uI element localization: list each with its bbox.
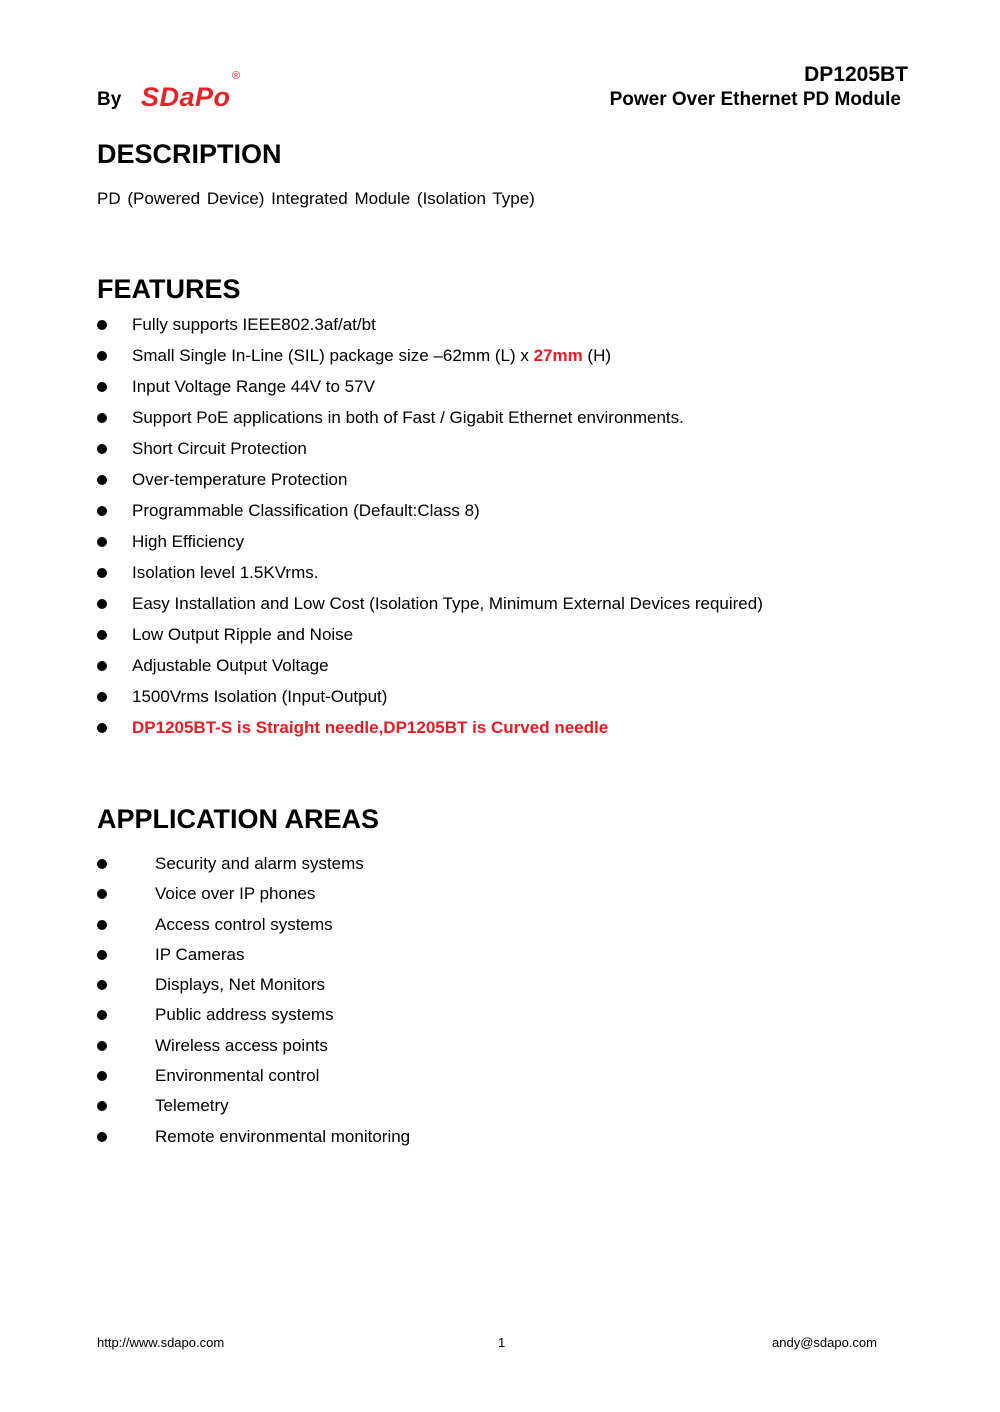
bullet-icon xyxy=(97,630,107,640)
product-description: Power Over Ethernet PD Module xyxy=(609,89,901,110)
features-title: FEATURES xyxy=(97,274,241,304)
bullet-icon xyxy=(97,537,107,547)
application-text: Environmental control xyxy=(155,1066,320,1086)
application-areas-title: APPLICATION AREAS xyxy=(97,804,380,834)
bullet-icon xyxy=(97,475,107,485)
application-text: Wireless access points xyxy=(155,1035,328,1055)
bullet-icon xyxy=(97,506,107,516)
footer-email-link[interactable]: andy@sdapo.com xyxy=(772,1335,877,1350)
bullet-icon xyxy=(97,599,107,609)
registered-mark: ® xyxy=(232,70,241,82)
bullet-icon xyxy=(97,1132,107,1142)
bullet-icon xyxy=(97,661,107,671)
application-text: Public address systems xyxy=(155,1005,334,1025)
description-title: DESCRIPTION xyxy=(97,139,282,169)
feature-text: 1500Vrms Isolation (Input-Output) xyxy=(132,687,388,706)
logo-text: SDaPo xyxy=(141,82,231,112)
page-number: 1 xyxy=(498,1335,506,1350)
application-text: IP Cameras xyxy=(155,944,245,964)
bullet-icon xyxy=(97,980,107,990)
sdapo-logo xyxy=(141,70,251,114)
footer-website-link[interactable]: http://www.sdapo.com xyxy=(97,1335,225,1350)
bullet-icon xyxy=(97,382,107,392)
bullet-icon xyxy=(97,692,107,702)
bullet-icon xyxy=(97,1010,107,1020)
feature-text: High Efficiency xyxy=(132,532,245,551)
bullet-icon xyxy=(97,950,107,960)
product-code: DP1205BT xyxy=(804,63,908,86)
by-label: By xyxy=(97,89,122,110)
feature-text: Adjustable Output Voltage xyxy=(132,656,329,675)
bullet-icon xyxy=(97,859,107,869)
bullet-icon xyxy=(97,723,107,733)
bullet-icon xyxy=(97,320,107,330)
feature-text: Short Circuit Protection xyxy=(132,439,307,458)
bullet-icon xyxy=(97,351,107,361)
bullet-icon xyxy=(97,889,107,899)
bullet-icon xyxy=(97,920,107,930)
feature-text xyxy=(132,346,611,366)
feature-text: Programmable Classification (Default:Class 8) xyxy=(132,501,480,520)
bullet-icon xyxy=(97,413,107,423)
application-text: Remote environmental monitoring xyxy=(155,1126,411,1146)
bullet-icon xyxy=(97,444,107,454)
feature-text-after: (H) xyxy=(582,346,612,365)
feature-text: Easy Installation and Low Cost (Isolation Type, Minimum External Devices required) xyxy=(132,594,763,613)
bullet-icon xyxy=(97,1041,107,1051)
feature-text: Support PoE applications in both of Fast / Gigabit Ethernet environments. xyxy=(132,408,684,427)
feature-text: DP1205BT-S is Straight needle,DP1205BT is Curved needle xyxy=(132,718,609,737)
description-text: PD (Powered Device) Integrated Module (Isolation Type) xyxy=(97,189,535,208)
application-text: Voice over IP phones xyxy=(155,884,316,904)
bullet-icon xyxy=(97,568,107,578)
application-text: Access control systems xyxy=(155,914,333,934)
application-text: Telemetry xyxy=(155,1096,229,1116)
feature-text: Fully supports IEEE802.3af/at/bt xyxy=(132,315,376,334)
feature-text: Over-temperature Protection xyxy=(132,470,348,489)
bullet-icon xyxy=(97,1101,107,1111)
application-text: Security and alarm systems xyxy=(155,854,364,873)
feature-highlight: 27mm xyxy=(533,346,583,365)
feature-text: Isolation level 1.5KVrms. xyxy=(132,563,319,582)
feature-text: Input Voltage Range 44V to 57V xyxy=(132,377,375,396)
feature-text: Low Output Ripple and Noise xyxy=(132,625,354,644)
feature-text-before: Small Single In-Line (SIL) package size –62mm (L) x xyxy=(132,346,534,365)
bullet-icon xyxy=(97,1071,107,1081)
application-text: Displays, Net Monitors xyxy=(155,975,326,995)
